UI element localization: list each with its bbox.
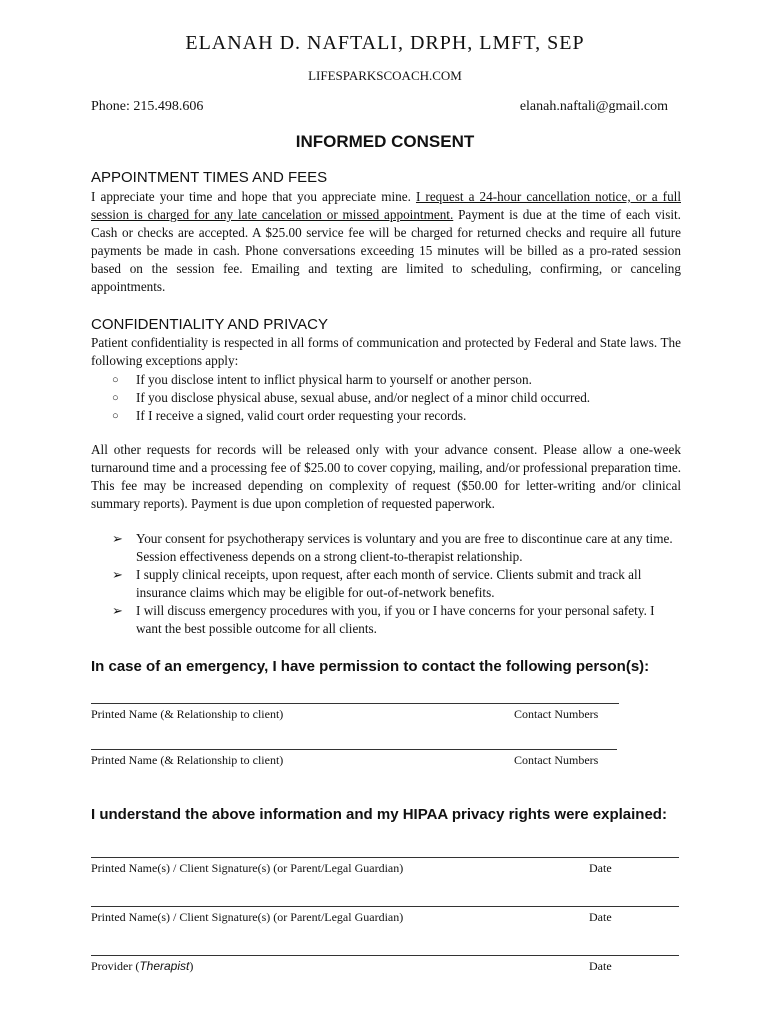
provider-signature-line[interactable] bbox=[91, 955, 679, 956]
provider-signature-label bbox=[91, 959, 193, 974]
point-text: Your consent for psychotherapy services is voluntary and you are free to discontinue care at any time. Session effectiveness depends on a strong client-to-therapist relationship. bbox=[136, 531, 673, 564]
date-label: Date bbox=[589, 910, 612, 924]
emergency-name-label: Printed Name (& Relationship to client) bbox=[91, 753, 284, 767]
appointments-text-start: I appreciate your time and hope that you appreciate mine. bbox=[91, 189, 416, 204]
arrow-bullet-icon: ➢ bbox=[112, 567, 123, 582]
appointments-heading: APPOINTMENT TIMES AND FEES bbox=[91, 169, 328, 186]
emergency-contact-label: Contact Numbers bbox=[514, 753, 599, 767]
point-text: I supply clinical receipts, upon request, after each month of service. Clients submit and track all insurance claims which may be eligible for out-of-network benefits. bbox=[136, 567, 642, 600]
client-signature-label: Printed Name(s) / Client Signature(s) (or Parent/Legal Guardian) bbox=[91, 910, 404, 924]
records-paragraph: All other requests for records will be released only with your advance consent. Please allow a one-week turnaround time and a processing fee of $25.00 to cover copying, mailing, and/or professional preparation time. This fee may be increased depending on complexity of request ($50.00 for letter-writing and/or clinical summary reports). Payment is due upon completion of requested paperwork. bbox=[91, 442, 681, 511]
arrow-bullet-icon: ➢ bbox=[112, 603, 123, 618]
document-title: INFORMED CONSENT bbox=[295, 132, 475, 151]
emergency-name-label: Printed Name (& Relationship to client) bbox=[91, 707, 284, 721]
client-signature-line-1[interactable] bbox=[91, 857, 679, 858]
provider-label-close: ) bbox=[189, 959, 194, 973]
list-item bbox=[112, 566, 682, 602]
list-item: ○ If you disclose physical abuse, sexual abuse, and/or neglect of a minor child occurred. bbox=[112, 389, 672, 407]
consent-points-list bbox=[112, 530, 682, 638]
provider-role: Therapist bbox=[139, 959, 190, 973]
phone-number: Phone: 215.498.606 bbox=[91, 99, 204, 114]
date-label: Date bbox=[589, 959, 612, 973]
exceptions-list bbox=[112, 371, 672, 425]
confidentiality-intro: Patient confidentiality is respected in all forms of communication and protected by Federal and State laws. The following exceptions apply: bbox=[91, 335, 681, 368]
cancellation-policy: I request a 24-hour cancellation notice, or a full session is charged for any late cancelation or missed appointment. bbox=[91, 189, 681, 222]
list-item bbox=[112, 530, 682, 566]
list-item bbox=[112, 602, 682, 638]
provider-label-text: Provider ( bbox=[91, 959, 140, 973]
appointments-paragraph bbox=[91, 188, 681, 296]
acknowledgement-heading: I understand the above information and my HIPAA privacy rights were explained: bbox=[91, 806, 667, 823]
website: LIFESPARKSCOACH.COM bbox=[308, 68, 462, 83]
email-address: elanah.naftali@gmail.com bbox=[519, 99, 668, 114]
list-item: ○ If you disclose intent to inflict physical harm to yourself or another person. bbox=[112, 371, 672, 389]
appointments-text-end: Payment is due at the time of each visit. Cash or checks are accepted. A $25.00 service fee will be charged for returned checks and require all future payments be made in cash. Phone conversations exceeding 15 minutes will be billed as a pro-rated session based on the session fee. Emailing and texting are limited to scheduling, confirming, or canceling appointments. bbox=[91, 207, 681, 294]
list-item: ○ If I receive a signed, valid court order requesting your records. bbox=[112, 407, 672, 425]
arrow-bullet-icon: ➢ bbox=[112, 531, 123, 546]
date-label: Date bbox=[589, 861, 612, 875]
emergency-contact-label: Contact Numbers bbox=[514, 707, 599, 721]
emergency-heading: In case of an emergency, I have permission to contact the following person(s): bbox=[91, 658, 650, 675]
emergency-contact-2-line[interactable] bbox=[91, 749, 617, 750]
client-signature-line-2[interactable] bbox=[91, 906, 679, 907]
client-signature-label: Printed Name(s) / Client Signature(s) (or Parent/Legal Guardian) bbox=[91, 861, 404, 875]
practitioner-name: ELANAH D. NAFTALI, DRPH, LMFT, SEP bbox=[185, 32, 585, 54]
confidentiality-heading: CONFIDENTIALITY AND PRIVACY bbox=[91, 316, 328, 333]
point-text: I will discuss emergency procedures with you, if you or I have concerns for your personal safety. I want the best possible outcome for all clients. bbox=[136, 603, 655, 636]
emergency-contact-1-line[interactable] bbox=[91, 703, 619, 704]
